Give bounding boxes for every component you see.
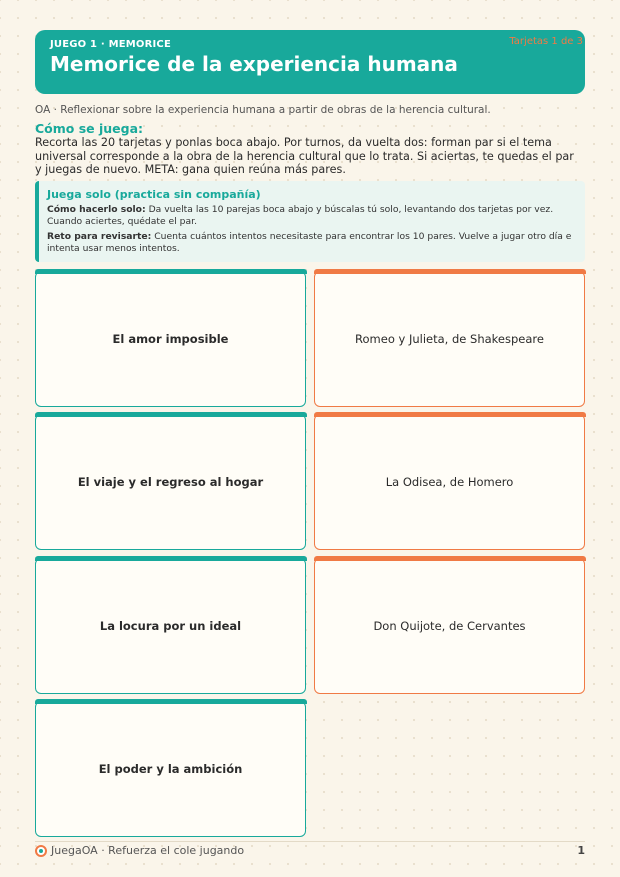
solo-challenge-paragraph	[47, 231, 575, 255]
card-text: Romeo y Julieta, de Shakespeare	[355, 332, 544, 346]
card-work	[314, 558, 585, 694]
card-theme	[35, 271, 306, 407]
learning-objective: OA · Reflexionar sobre la experiencia humana a partir de obras de la herencia cultural.	[35, 104, 491, 116]
brand-logo-icon	[35, 845, 47, 857]
page-number: 1	[577, 844, 585, 857]
card-text: El poder y la ambición	[98, 762, 243, 776]
solo-play-box	[35, 181, 585, 262]
game-rules: Recorta las 20 tarjetas y ponlas boca abajo. Por turnos, da vuelta dos: forman par si el tema universal corresponde a la obra de la herencia cultural que lo trata. Si aciertas, te quedas el par y juegas de nuevo. META: gana quien reúna más pares.	[35, 136, 574, 177]
how-to-heading: Cómo se juega:	[35, 121, 144, 136]
solo-challenge-text: Cuenta cuántos intentos necesitaste para encontrar los 10 pares. Vuelve a jugar otro día e intenta usar menos intentos.	[47, 231, 572, 254]
solo-challenge-label: Reto para revisarte:	[47, 231, 152, 242]
card-theme	[35, 701, 306, 837]
solo-how-label: Cómo hacerlo solo:	[47, 204, 146, 215]
brand-text: JuegaOA · Refuerza el cole jugando	[51, 844, 245, 857]
header-banner	[35, 30, 585, 94]
page-title: Memorice de la experiencia humana	[50, 52, 458, 76]
card-text: La locura por un ideal	[99, 619, 242, 633]
solo-how-paragraph	[47, 204, 575, 228]
card-theme	[35, 558, 306, 694]
card-set-tag: Tarjetas 1 de 3	[509, 36, 583, 47]
solo-title: Juega solo (practica sin compañía)	[47, 188, 261, 201]
card-text: El amor imposible	[112, 332, 229, 346]
footer-divider	[35, 841, 585, 842]
card-theme	[35, 414, 306, 550]
card-work	[314, 271, 585, 407]
card-text: La Odisea, de Homero	[385, 475, 514, 489]
solo-how-text: Da vuelta las 10 parejas boca abajo y búscalas tú solo, levantando dos tarjetas por vez. Cuando aciertes, quédate el par.	[47, 204, 554, 227]
game-kicker: JUEGO 1 · MEMORICE	[50, 39, 172, 50]
card-work	[314, 414, 585, 550]
card-text: El viaje y el regreso al hogar	[77, 475, 264, 489]
card-text: Don Quijote, de Cervantes	[373, 619, 526, 633]
footer-brand	[35, 844, 244, 857]
